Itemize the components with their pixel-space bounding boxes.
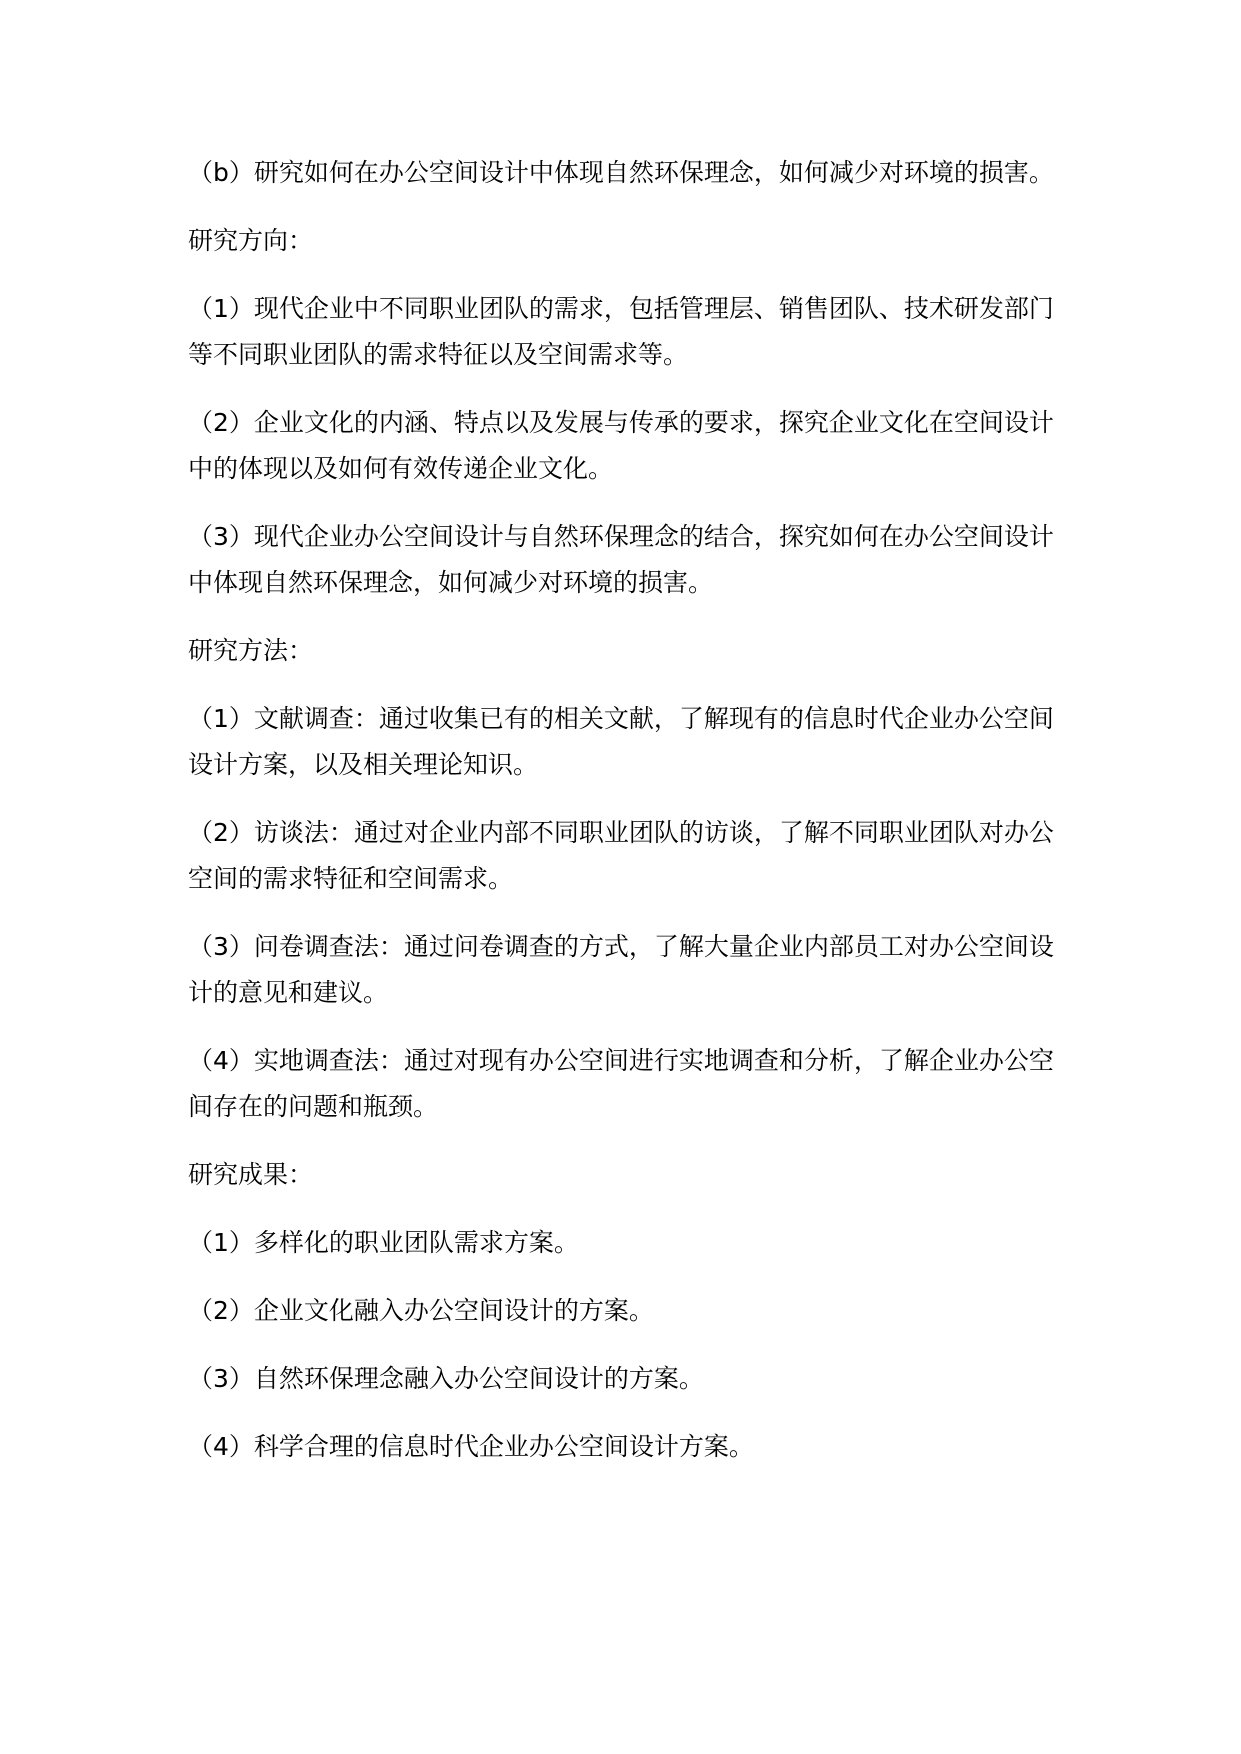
direction-item-2: （2）企业文化的内涵、特点以及发展与传承的要求，探究企业文化在空间设计中的体现以及如何有效传递企业文化。 bbox=[188, 408, 1054, 483]
method-item-2: （2）访谈法：通过对企业内部不同职业团队的访谈，了解不同职业团队对办公空间的需求特征和空间需求。 bbox=[188, 818, 1054, 893]
method-item-4: （4）实地调查法：通过对现有办公空间进行实地调查和分析，了解企业办公空间存在的问题和瓶颈。 bbox=[188, 1046, 1054, 1121]
method-item-1: （1）文献调查：通过收集已有的相关文献，了解现有的信息时代企业办公空间设计方案，以及相关理论知识。 bbox=[188, 704, 1054, 779]
paragraph-b-environment: （b）研究如何在办公空间设计中体现自然环保理念，如何减少对环境的损害。 bbox=[188, 158, 1054, 187]
result-item-2: （2）企业文化融入办公空间设计的方案。 bbox=[188, 1296, 654, 1325]
result-item-3: （3）自然环保理念融入办公空间设计的方案。 bbox=[188, 1364, 704, 1393]
heading-research-method: 研究方法： bbox=[188, 636, 314, 665]
method-item-3: （3）问卷调查法：通过问卷调查的方式，了解大量企业内部员工对办公空间设计的意见和建议。 bbox=[188, 932, 1054, 1007]
direction-item-1: （1）现代企业中不同职业团队的需求，包括管理层、销售团队、技术研发部门等不同职业团队的需求特征以及空间需求等。 bbox=[188, 294, 1054, 369]
heading-research-direction: 研究方向： bbox=[188, 226, 314, 255]
result-item-1: （1）多样化的职业团队需求方案。 bbox=[188, 1228, 579, 1257]
document-page bbox=[188, 150, 1054, 1492]
heading-research-results: 研究成果： bbox=[188, 1160, 314, 1189]
direction-item-3: （3）现代企业办公空间设计与自然环保理念的结合，探究如何在办公空间设计中体现自然环保理念，如何减少对环境的损害。 bbox=[188, 522, 1054, 597]
result-item-4: （4）科学合理的信息时代企业办公空间设计方案。 bbox=[188, 1432, 754, 1461]
